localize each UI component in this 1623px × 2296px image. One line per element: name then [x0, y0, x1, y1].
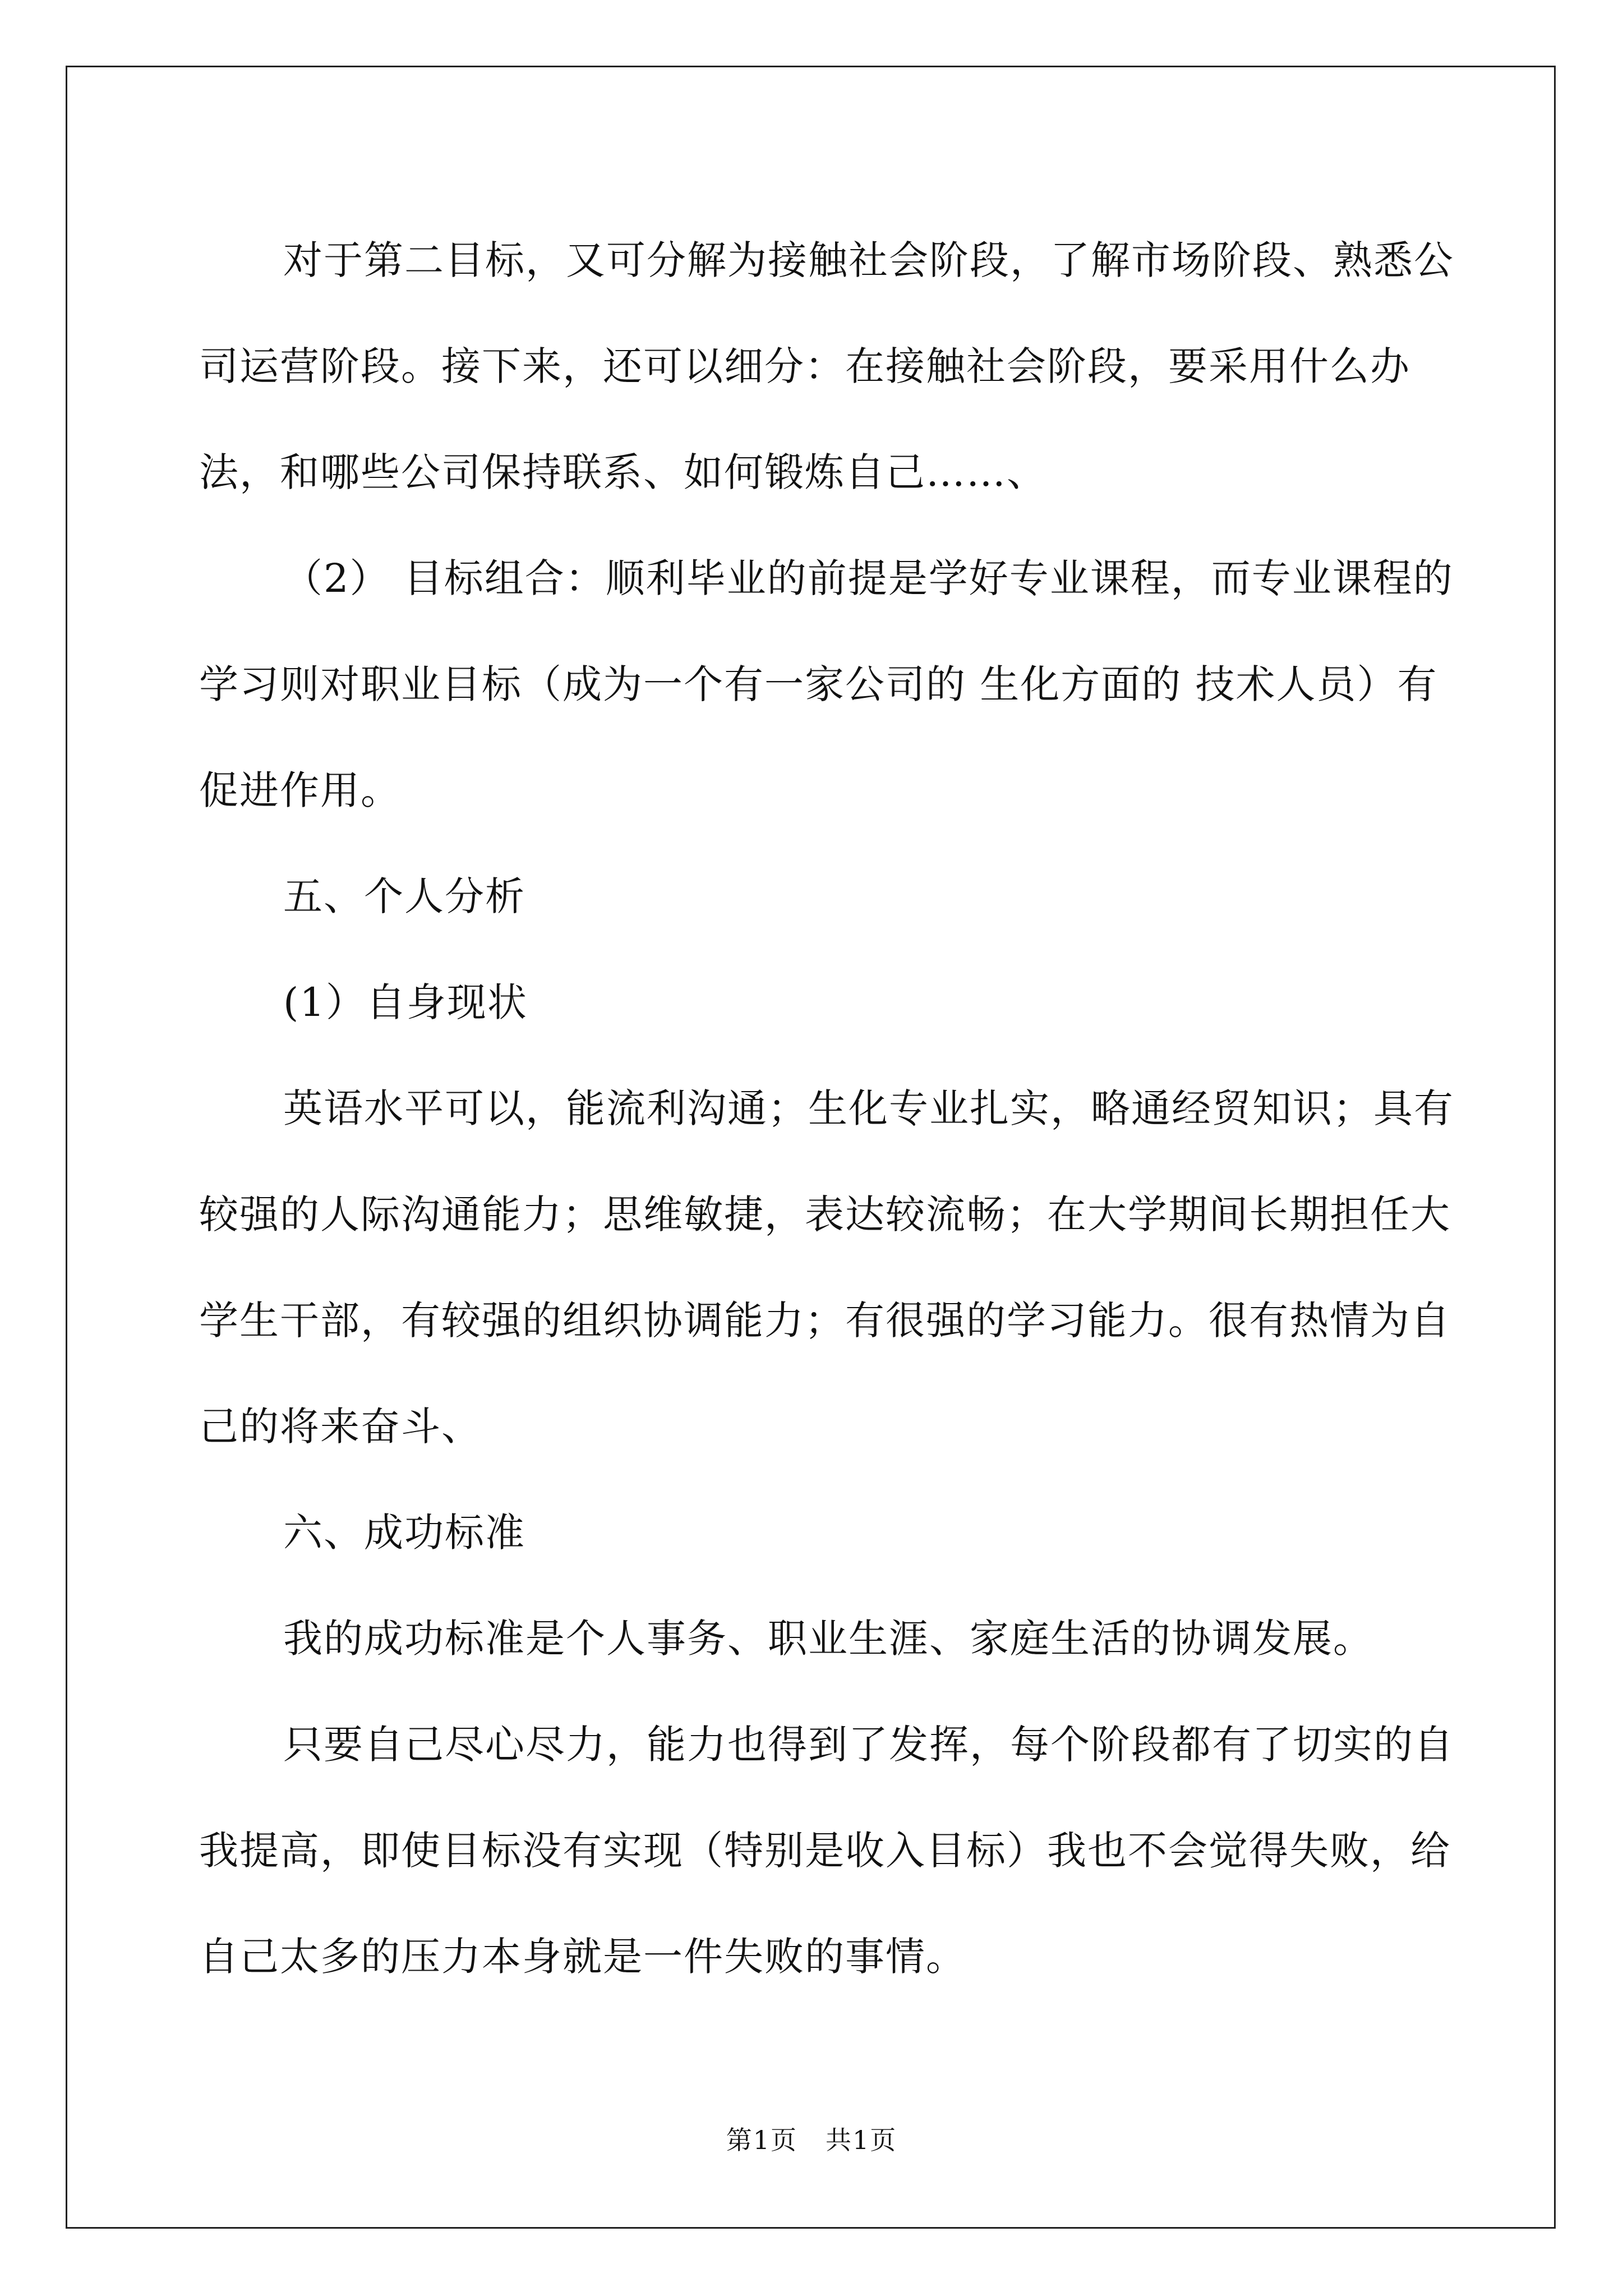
subheading-current-status: (1）自身现状: [283, 979, 528, 1025]
document-body: [199, 208, 1467, 2010]
paragraph-goal-combination: （2） 目标组合：顺利毕业的前提是学好专业课程，而专业课程的学习则对职业目标（成为一个有一家公司的 生化方面的 技术人员）有促进作用。: [199, 555, 1454, 813]
paragraph-effort: 只要自己尽心尽力，能力也得到了发挥，每个阶段都有了切实的自我提高，即使目标没有实现（特别是收入目标）我也不会觉得失败，给自己太多的压力本身就是一件失败的事情。: [199, 1722, 1454, 1980]
paragraph-success-criteria: 我的成功标准是个人事务、职业生涯、家庭生活的协调发展。: [283, 1616, 1373, 1662]
heading-personal-analysis: 五、个人分析: [283, 873, 525, 919]
page-number: 第1页: [726, 2125, 797, 2155]
page-footer: [0, 2123, 1623, 2157]
heading-success-criteria: 六、成功标准: [283, 1510, 525, 1556]
page-total: 共1页: [826, 2125, 897, 2155]
paragraph-current-status: 英语水平可以，能流利沟通；生化专业扎实，略通经贸知识；具有较强的人际沟通能力；思维敏捷，表达较流畅；在大学期间长期担任大学生干部，有较强的组织协调能力；有很强的学习能力。很有热情为自己的将来奋斗、: [199, 1085, 1454, 1450]
paragraph-second-goal: 对于第二目标，又可分解为接触社会阶段，了解市场阶段、熟悉公司运营阶段。接下来，还可以细分：在接触社会阶段，要采用什么办法，和哪些公司保持联系、如何锻炼自己……、: [199, 237, 1454, 495]
